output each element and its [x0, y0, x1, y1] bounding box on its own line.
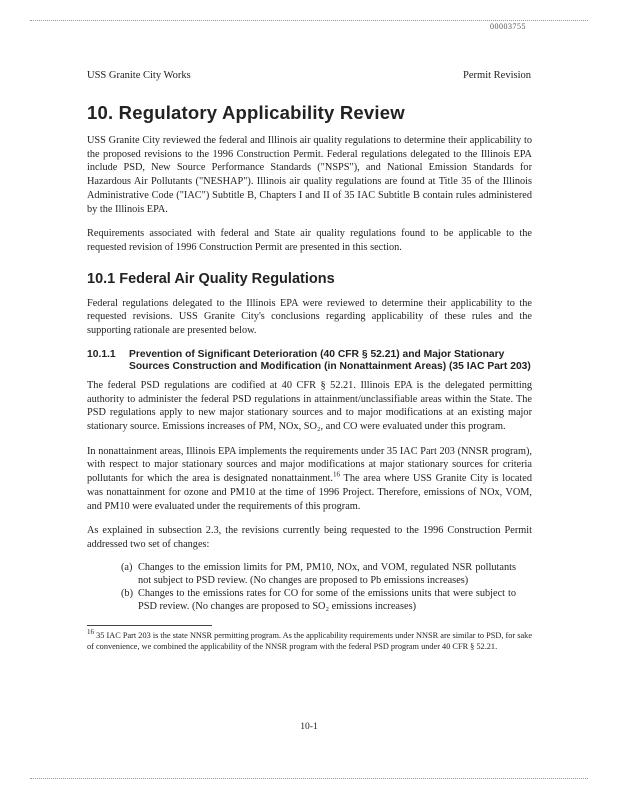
footnote [87, 628, 533, 652]
document-number: 00003755 [490, 22, 526, 31]
footnote-divider [87, 625, 212, 626]
footnote-mark: 16 [87, 628, 94, 637]
section-title: 10. Regulatory Applicability Review [87, 102, 405, 123]
list-item-label: (b) [121, 588, 134, 600]
footnote-text: 35 IAC Part 203 is the state NNSR permitting program. As the applicability requirements under NNSR are similar to PSD, for sake of convenience, we combined the applicability of the NNSR program with the federal PSD program under 40 CFR § 52.21. [87, 631, 533, 652]
subsection-title: 10.1 Federal Air Quality Regulations [87, 270, 335, 287]
subsection-paragraph: Federal regulations delegated to the Illinois EPA were reviewed to determine their applicability to the requested revisions. USS Granite City's conclusions regarding applicability of these rules and the supporting rationale are presented below. [87, 297, 532, 337]
list-item [121, 587, 516, 613]
changes-list [121, 561, 516, 614]
list-item-text: Changes to the emission limits for PM, PM10, NOx, and VOM, regulated NSR pollutants not subject to PSD review. (No changes are proposed to Pb emissions increases) [138, 561, 516, 586]
top-scan-border [30, 20, 588, 21]
subsubsection-number: 10.1.1 [87, 348, 116, 360]
page-number: 10-1 [300, 722, 318, 732]
header-left: USS Granite City Works [87, 70, 191, 81]
changes-intro: As explained in subsection 2.3, the revisions currently being requested to the 1996 Construction Permit addressed two set of changes: [87, 525, 532, 550]
nnsr-paragraph [87, 445, 532, 514]
subsubsection-heading [87, 349, 532, 374]
list-item [121, 561, 516, 587]
nnsr-paragraph-text-a: In nonattainment areas, Illinois EPA implements the requirements under 35 IAC Part 203 (NNSR program), with respect to major stationary sources and major modifications at major stationary sources for criteria pollutants for which the area is designated nonattainment. [87, 445, 532, 485]
page-content [87, 102, 532, 653]
list-item-label: (a) [121, 561, 133, 573]
footnote-reference[interactable]: 16 [332, 470, 340, 479]
bottom-scan-border [30, 778, 588, 779]
section-paragraph-2: Requirements associated with federal and State air quality regulations found to be applicable to the requested revision of 1996 Construction Permit are presented in this section. [87, 228, 532, 253]
nnsr-paragraph-text-b: The area where USS Granite City is located was nonattainment for ozone and PM10 at the time of 1996 Project. Therefore, emissions of NOx, VOM, and PM10 were evaluated under the requirements of this program. [87, 473, 533, 512]
header-right: Permit Revision [463, 70, 531, 81]
section-paragraph-1: USS Granite City reviewed the federal and Illinois air quality regulations to determine their applicability to the proposed revisions to the 1996 Construction Permit. Federal regulations delegated to the Illinois EPA include PSD, New Source Performance Standards ("NSPS"), and National Emission Standards for Hazardous Air Pollutants ("NESHAP"). Illinois air quality regulations are found at Title 35 of the Illinois Administrative Code ("IAC") Subtitle B, Chapters I and II of 35 IAC Subtitle B contain rules administered by the Illinois EPA. [87, 135, 532, 215]
psd-paragraph: The federal PSD regulations are codified at 40 CFR § 52.21. Illinois EPA is the delegated permitting authority to administer the federal PSD regulations in attainment/unclassifiable areas within the State. The PSD regulations apply to new major stationary sources and to major modifications at an existing major stationary source. Emissions increases of PM, NOx, SO₂, and CO were evaluated under this program. [87, 379, 532, 433]
subsubsection-title: Prevention of Significant Deterioration (40 CFR § 52.21) and Major Stationary Sources Construction and Modification (in Nonattainment Areas) (35 IAC Part 203) [129, 348, 531, 373]
list-item-text: Changes to the emissions rates for CO for some of the emissions units that were subject to PSD review. (No changes are proposed to SO₂ emissions increases) [138, 588, 516, 613]
